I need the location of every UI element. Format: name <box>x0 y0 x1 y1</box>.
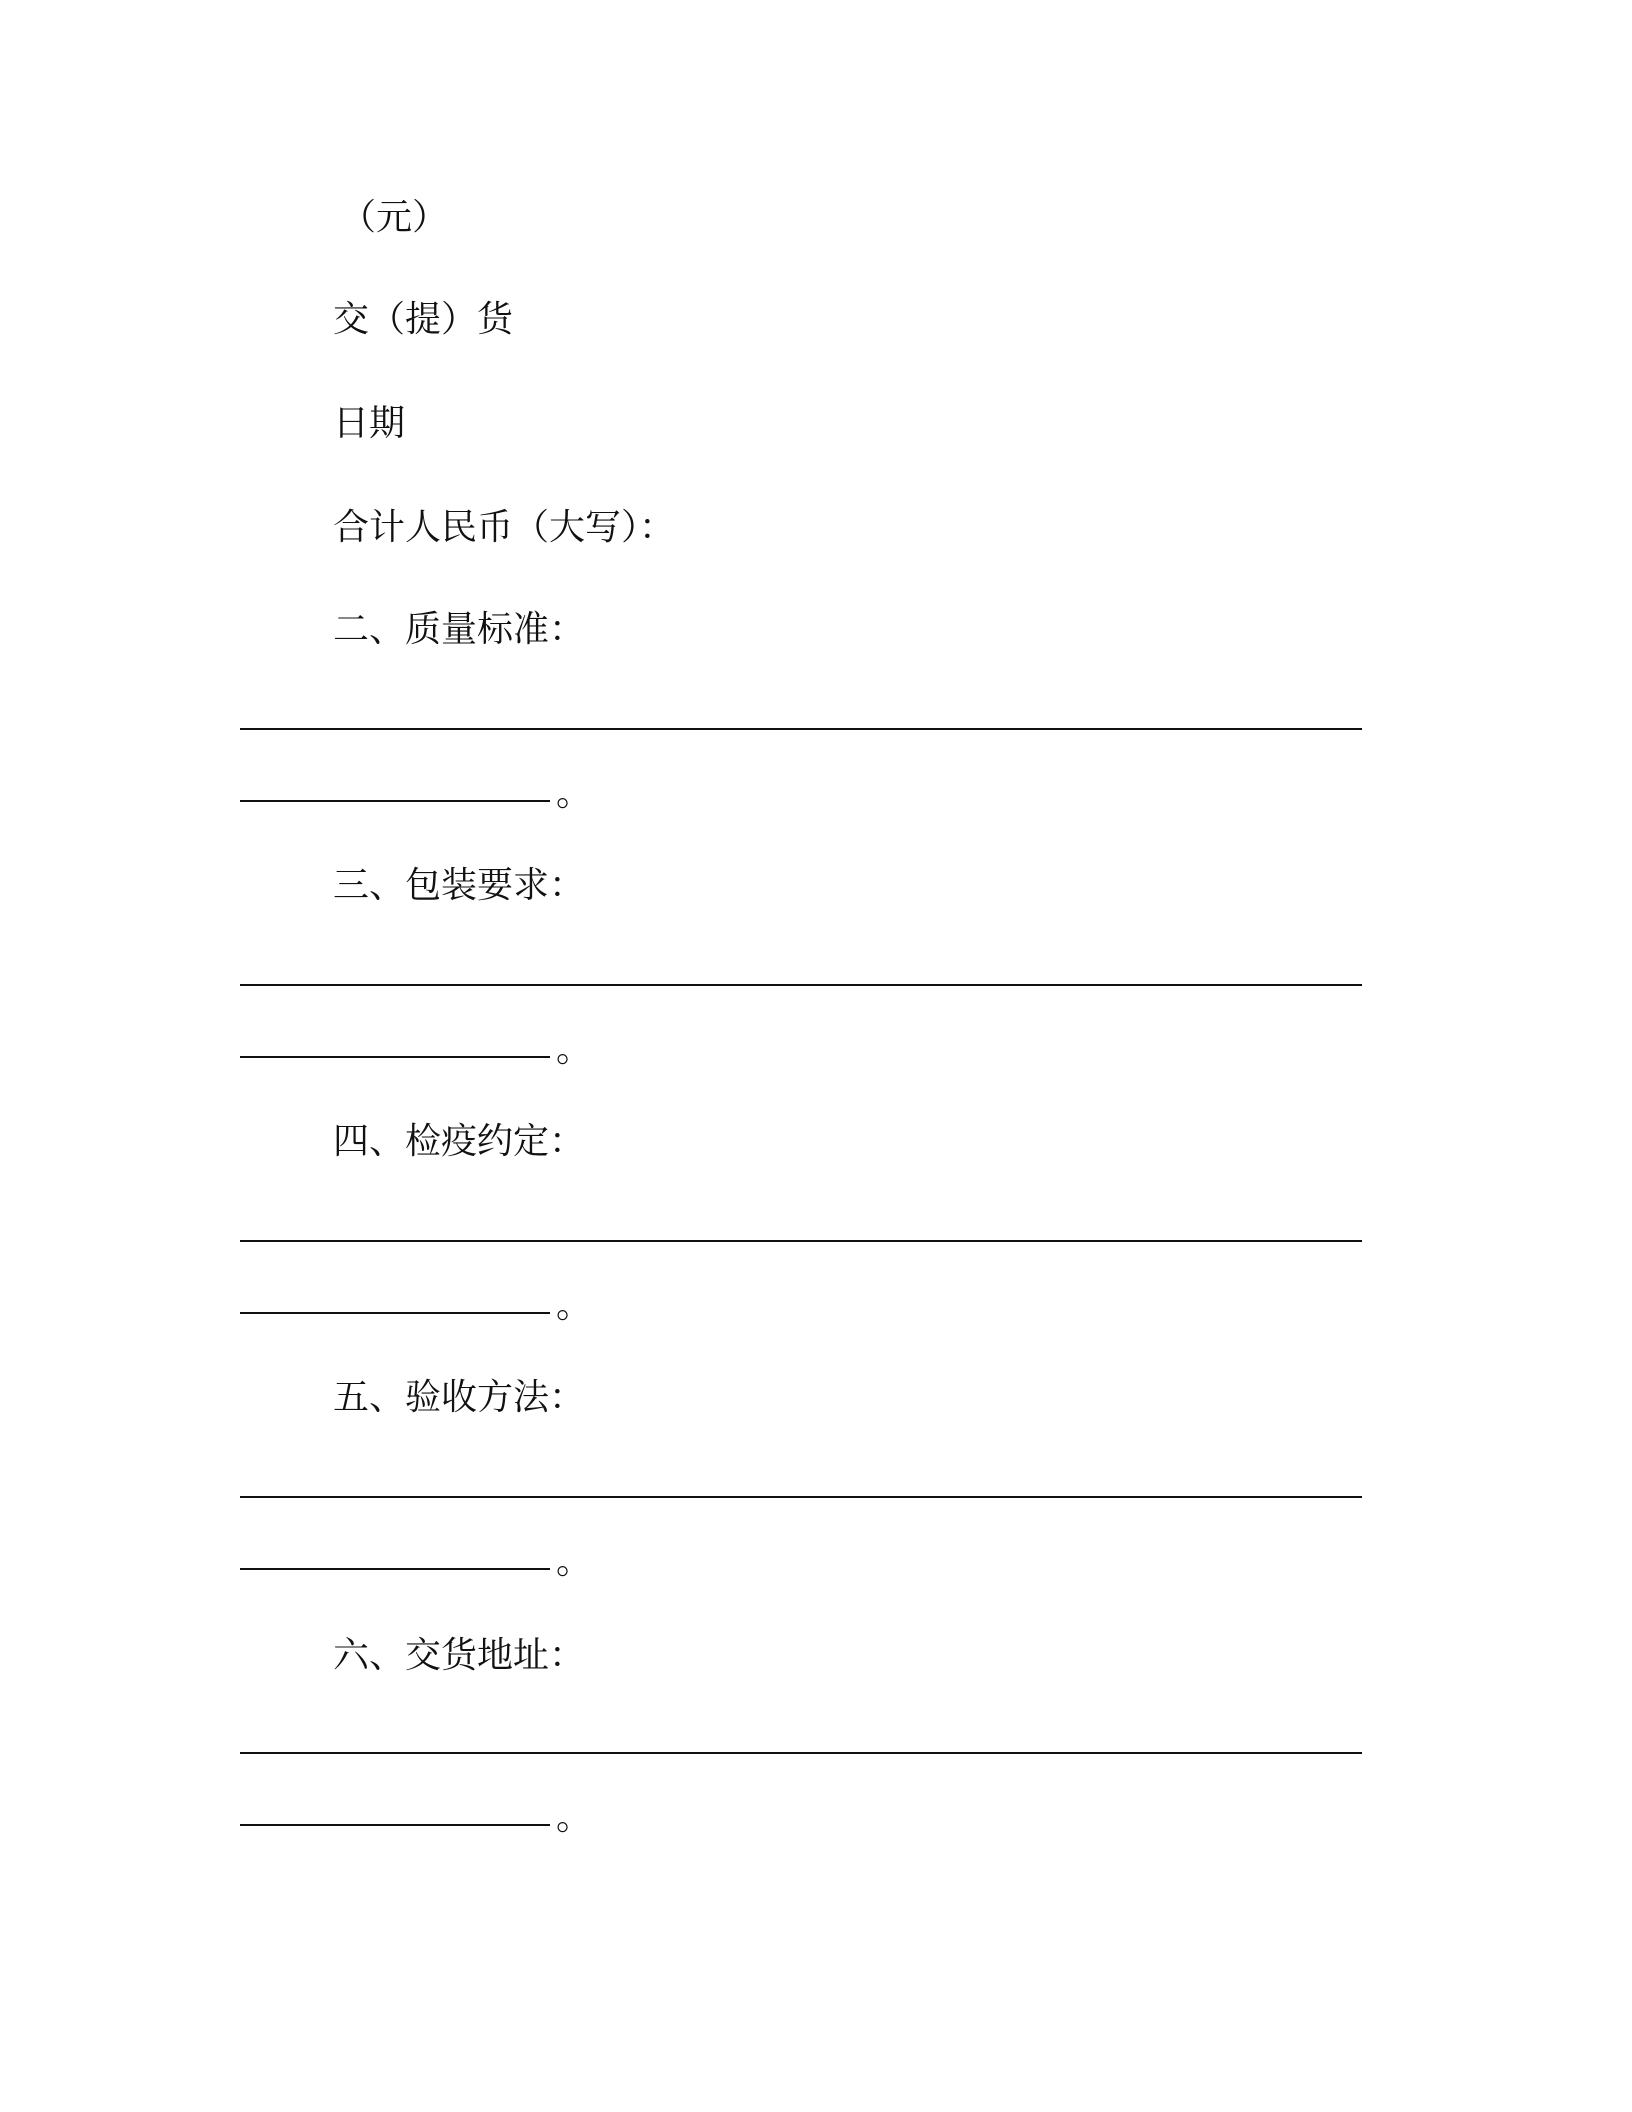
delivery-label: 交（提）货 <box>333 299 514 340</box>
date-label: 日期 <box>333 403 406 444</box>
quarantine-blank-line-1[interactable] <box>240 1240 1362 1242</box>
section-packaging-heading: 三、包装要求： <box>333 865 586 906</box>
delivery-address-end-mark: 。 <box>556 1797 593 1838</box>
section-delivery-address-heading: 六、交货地址： <box>333 1635 586 1676</box>
section-acceptance-heading: 五、验收方法： <box>333 1377 586 1418</box>
delivery-address-blank-line-1[interactable] <box>240 1752 1362 1754</box>
total-rmb-label: 合计人民币（大写）： <box>333 507 676 548</box>
quarantine-blank-line-2[interactable] <box>240 1312 550 1314</box>
section-quality-heading: 二、质量标准： <box>333 609 586 650</box>
unit-yuan-text: （元） <box>340 197 449 238</box>
section-quarantine-heading: 四、检疫约定： <box>333 1121 586 1162</box>
quality-blank-line-2[interactable] <box>240 800 550 802</box>
acceptance-blank-line-1[interactable] <box>240 1496 1362 1498</box>
acceptance-end-mark: 。 <box>556 1541 593 1582</box>
packaging-end-mark: 。 <box>556 1029 593 1070</box>
quarantine-end-mark: 。 <box>556 1285 593 1326</box>
packaging-blank-line-1[interactable] <box>240 984 1362 986</box>
delivery-address-blank-line-2[interactable] <box>240 1824 550 1826</box>
quality-end-mark: 。 <box>556 773 593 814</box>
quality-blank-line-1[interactable] <box>240 728 1362 730</box>
acceptance-blank-line-2[interactable] <box>240 1568 550 1570</box>
packaging-blank-line-2[interactable] <box>240 1056 550 1058</box>
